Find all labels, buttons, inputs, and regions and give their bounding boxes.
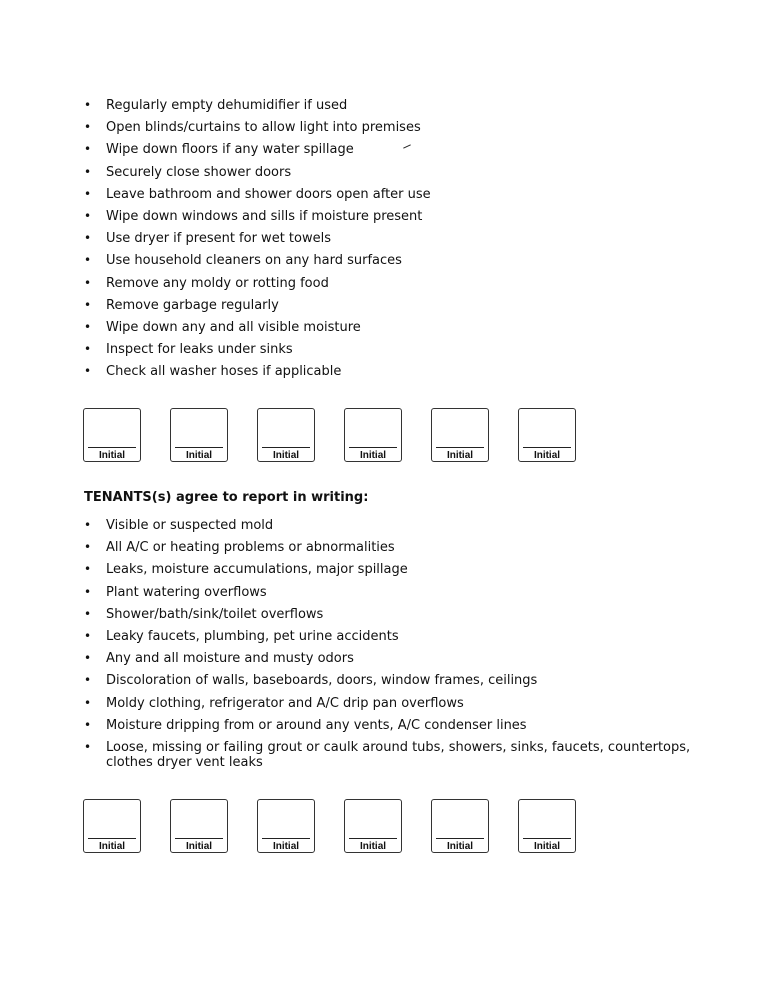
list-item: • Moldy clothing, refrigerator and A/C drip pan overflows [84,696,724,712]
initial-signature-line [523,838,571,839]
initial-box[interactable] [431,799,489,853]
initial-box[interactable] [83,799,141,853]
initial-signature-line [175,838,223,839]
initials-row-1 [83,408,605,462]
initial-label: Initial [533,841,561,852]
list-item: • Moisture dripping from or around any vents, A/C condenser lines [84,718,724,734]
list-item: • Inspect for leaks under sinks [84,342,724,358]
initial-box[interactable] [518,408,576,462]
initial-signature-line [436,447,484,448]
list-item: • Wipe down any and all visible moisture [84,320,724,336]
initial-signature-line [349,447,397,448]
report-heading: TENANTS(s) agree to report in writing: [84,490,369,505]
list-item: • Plant watering overflows [84,585,724,601]
initial-box[interactable] [344,408,402,462]
list-item: • Wipe down floors if any water spillage [84,142,724,158]
initial-label: Initial [185,450,213,461]
initial-signature-line [262,447,310,448]
initial-box[interactable] [344,799,402,853]
list-item: • Remove garbage regularly [84,298,724,314]
initial-label: Initial [359,450,387,461]
list-item: • Check all washer hoses if applicable [84,364,724,380]
initial-label: Initial [98,450,126,461]
initial-signature-line [88,838,136,839]
initial-signature-line [436,838,484,839]
list-item: • Regularly empty dehumidifier if used [84,98,724,114]
initial-signature-line [262,838,310,839]
list-item: • Use dryer if present for wet towels [84,231,724,247]
initial-box[interactable] [257,799,315,853]
initial-box[interactable] [170,408,228,462]
initial-label: Initial [272,450,300,461]
initial-label: Initial [185,841,213,852]
list-item: • Visible or suspected mold [84,518,724,534]
initial-box[interactable] [431,408,489,462]
list-item: • Wipe down windows and sills if moisture present [84,209,724,225]
list-item: • All A/C or heating problems or abnormalities [84,540,724,556]
initial-label: Initial [98,841,126,852]
list-item: • Leaky faucets, plumbing, pet urine accidents [84,629,724,645]
initial-signature-line [523,447,571,448]
report-checklist [84,518,724,778]
list-item: • Remove any moldy or rotting food [84,276,724,292]
list-item: • Securely close shower doors [84,165,724,181]
list-item: • Discoloration of walls, baseboards, doors, window frames, ceilings [84,673,724,689]
initial-signature-line [175,447,223,448]
initial-box[interactable] [83,408,141,462]
initial-label: Initial [533,450,561,461]
list-item: • Any and all moisture and musty odors [84,651,724,667]
initial-box[interactable] [170,799,228,853]
list-item: • Use household cleaners on any hard surfaces [84,253,724,269]
initials-row-2 [83,799,605,853]
list-item: • Leave bathroom and shower doors open after use [84,187,724,203]
list-item: • Open blinds/curtains to allow light into premises [84,120,724,136]
list-item: • Loose, missing or failing grout or caulk around tubs, showers, sinks, faucets, countertops, clothes dryer vent leaks [84,740,724,771]
maintenance-checklist [84,98,724,386]
initial-box[interactable] [518,799,576,853]
initial-label: Initial [359,841,387,852]
initial-signature-line [88,447,136,448]
initial-label: Initial [446,450,474,461]
initial-label: Initial [272,841,300,852]
list-item: • Leaks, moisture accumulations, major spillage [84,562,724,578]
initial-signature-line [349,838,397,839]
initial-box[interactable] [257,408,315,462]
list-item: • Shower/bath/sink/toilet overflows [84,607,724,623]
initial-label: Initial [446,841,474,852]
